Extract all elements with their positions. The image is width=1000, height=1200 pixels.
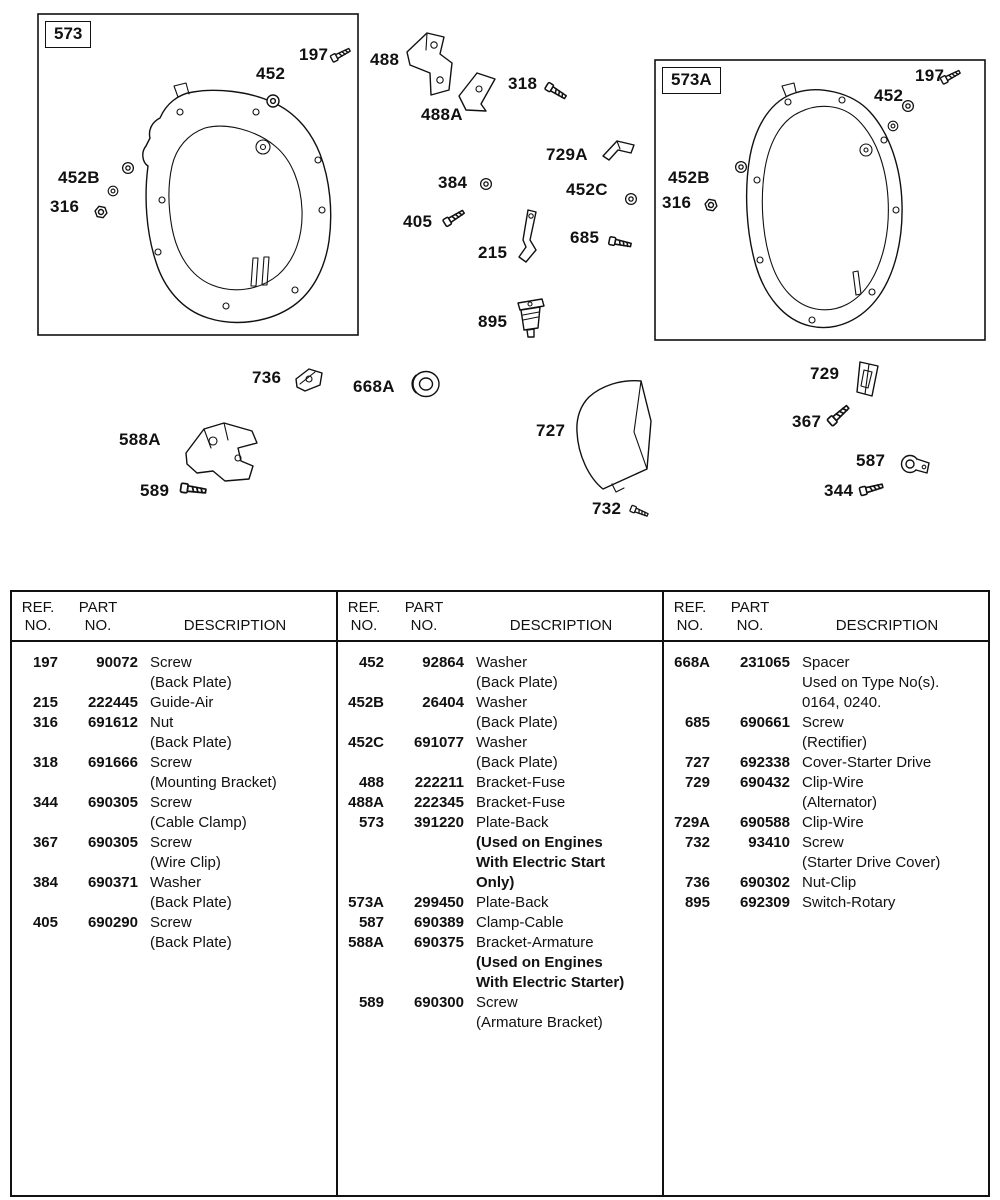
ref-no: 316	[32, 714, 58, 731]
table-body-2	[338, 642, 662, 1033]
table-row	[18, 693, 332, 713]
description-line: Screw	[150, 794, 192, 811]
washer-icon	[903, 101, 914, 112]
description	[464, 693, 658, 733]
ref-no: 729	[684, 774, 710, 791]
description	[790, 713, 984, 753]
description-line: Clip-Wire	[802, 814, 864, 831]
table-row	[344, 913, 658, 933]
callout-316: 316	[50, 197, 80, 216]
table-row	[18, 913, 332, 953]
ref-no-header: REF. NO.	[347, 599, 381, 634]
screw-icon	[630, 505, 649, 518]
table-row	[344, 993, 658, 1033]
description-line: Washer	[476, 734, 528, 751]
fuse-bracket-488-drawing	[407, 33, 452, 95]
screw-icon	[827, 404, 851, 426]
callout-668A: 668A	[353, 377, 395, 396]
description-header: DESCRIPTION	[509, 617, 613, 634]
description-line: (Back Plate)	[150, 934, 232, 951]
callout-344: 344	[824, 481, 854, 500]
table-row	[344, 793, 658, 813]
part-no: 93410	[748, 834, 790, 851]
callout-215: 215	[478, 243, 508, 262]
table-header	[338, 592, 662, 642]
table-body-1	[12, 642, 336, 953]
table-row	[670, 753, 984, 773]
description-line: Nut-Clip	[802, 874, 857, 891]
description-line: (Armature Bracket)	[476, 1014, 603, 1031]
description	[464, 773, 658, 793]
description	[464, 913, 658, 933]
callout-405: 405	[403, 212, 433, 231]
wire-clip-729A-drawing	[603, 141, 634, 160]
description-line: Only)	[476, 874, 515, 891]
table-row	[670, 893, 984, 913]
description-line: Screw	[476, 994, 518, 1011]
description-line: (Used on Engines	[476, 834, 603, 851]
description	[138, 833, 332, 873]
description	[138, 793, 332, 833]
part-no-header: PART NO.	[404, 599, 444, 634]
cable-clamp-587-drawing	[902, 456, 930, 474]
ref-no: 685	[684, 714, 710, 731]
ref-no: 344	[32, 794, 58, 811]
callout-895: 895	[478, 312, 508, 331]
description-line: (Alternator)	[802, 794, 878, 811]
description-line: Used on Type No(s).	[802, 674, 940, 691]
callout-589: 589	[140, 481, 170, 500]
part-no: 690305	[87, 834, 138, 851]
screw-icon	[180, 483, 206, 495]
part-no: 691666	[87, 754, 138, 771]
table-body-3	[664, 642, 988, 913]
part-no: 391220	[413, 814, 464, 831]
description	[138, 913, 332, 953]
table-row	[670, 813, 984, 833]
description	[138, 653, 332, 693]
callout-732: 732	[592, 499, 622, 518]
ref-no: 587	[358, 914, 384, 931]
part-no: 690661	[739, 714, 790, 731]
description-line: Screw	[150, 654, 192, 671]
starter-drive-cover-727-drawing	[577, 381, 651, 492]
part-no-header: PART NO.	[730, 599, 770, 634]
screw-icon	[545, 82, 568, 100]
table-row	[18, 653, 332, 693]
description-line: Switch-Rotary	[802, 894, 896, 911]
table-row	[670, 653, 984, 713]
description-line: Bracket-Fuse	[476, 774, 566, 791]
description-header: DESCRIPTION	[183, 617, 287, 634]
description-line: Screw	[150, 914, 192, 931]
description	[138, 753, 332, 793]
table-row	[344, 933, 658, 993]
description-line: Clamp-Cable	[476, 914, 564, 931]
description-line: (Used on Engines	[476, 954, 603, 971]
callout-729A: 729A	[546, 145, 588, 164]
armature-bracket-588A-drawing	[186, 423, 257, 481]
callout-197: 197	[299, 45, 329, 64]
description-line: With Electric Start	[476, 854, 606, 871]
description-line: (Mounting Bracket)	[150, 774, 277, 791]
ref-no: 736	[684, 874, 710, 891]
screw-icon	[859, 482, 883, 496]
description-line: (Starter Drive Cover)	[802, 854, 941, 871]
ref-no: 215	[32, 694, 58, 711]
ref-no: 727	[684, 754, 710, 771]
description	[790, 893, 984, 913]
description	[138, 713, 332, 753]
description-line: Nut	[150, 714, 174, 731]
ref-no-header: REF. NO.	[673, 599, 707, 634]
screw-icon	[443, 208, 466, 226]
part-no: 690375	[413, 934, 464, 951]
table-row	[18, 793, 332, 833]
exploded-parts-diagram	[0, 0, 1000, 565]
description	[790, 873, 984, 893]
table-column-2	[338, 592, 664, 1195]
callout-452B: 452B	[668, 168, 710, 187]
ref-no: 405	[32, 914, 58, 931]
part-no: 222445	[87, 694, 138, 711]
description-line: (Back Plate)	[150, 674, 232, 691]
callout-685: 685	[570, 228, 600, 247]
washer-icon	[481, 179, 492, 190]
wire-clip-729-drawing	[857, 362, 878, 396]
callout-318: 318	[508, 74, 538, 93]
description-line: Bracket-Fuse	[476, 794, 566, 811]
part-no: 92864	[422, 654, 464, 671]
table-row	[670, 873, 984, 893]
callout-367: 367	[792, 412, 822, 431]
description	[790, 653, 984, 713]
inset-label-573A: 573A	[662, 67, 721, 94]
back-plate-573A-drawing	[747, 83, 902, 328]
part-no: 299450	[413, 894, 464, 911]
description-line: Screw	[802, 834, 844, 851]
description-line: (Back Plate)	[150, 734, 232, 751]
description-line: 0164, 0240.	[802, 694, 882, 711]
part-no: 222211	[414, 774, 464, 791]
description-line: Plate-Back	[476, 894, 549, 911]
table-header	[664, 592, 988, 642]
part-no: 691077	[413, 734, 464, 751]
callout-452: 452	[874, 86, 904, 105]
table-row	[18, 753, 332, 793]
ref-no: 367	[32, 834, 58, 851]
description-line: (Wire Clip)	[150, 854, 221, 871]
description	[464, 733, 658, 773]
description-line: Screw	[802, 714, 844, 731]
description	[790, 773, 984, 813]
description-line: (Back Plate)	[476, 754, 558, 771]
part-no: 692338	[739, 754, 790, 771]
part-no: 690588	[739, 814, 790, 831]
ref-no: 729A	[674, 814, 710, 831]
part-no: 691612	[87, 714, 138, 731]
part-no: 690305	[87, 794, 138, 811]
description-line: Spacer	[802, 654, 850, 671]
description-line: Screw	[150, 754, 192, 771]
ref-no: 488A	[348, 794, 384, 811]
callout-488A: 488A	[421, 105, 463, 124]
description-line: (Cable Clamp)	[150, 814, 247, 831]
ref-no: 452C	[348, 734, 384, 751]
parts-table	[10, 590, 990, 1197]
description-line: Guide-Air	[150, 694, 214, 711]
callout-197: 197	[915, 66, 945, 85]
inset-label-573: 573	[45, 21, 91, 48]
table-row	[18, 713, 332, 753]
description	[464, 813, 658, 893]
description	[464, 653, 658, 693]
table-row	[670, 713, 984, 753]
description	[138, 693, 332, 713]
description-header: DESCRIPTION	[835, 617, 939, 634]
description-line: (Back Plate)	[476, 674, 558, 691]
description	[790, 753, 984, 773]
description-line: Cover-Starter Drive	[802, 754, 932, 771]
description-line: Bracket-Armature	[476, 934, 594, 951]
callout-736: 736	[252, 368, 282, 387]
screw-icon	[330, 47, 351, 63]
callout-452: 452	[256, 64, 286, 83]
table-column-3	[664, 592, 988, 1195]
ref-no: 452	[358, 654, 384, 671]
screw-icon	[608, 237, 631, 249]
description-line: Clip-Wire	[802, 774, 864, 791]
table-column-1	[12, 592, 338, 1195]
part-no: 690371	[87, 874, 138, 891]
description	[464, 893, 658, 913]
description	[790, 833, 984, 873]
description	[464, 993, 658, 1033]
description-line: Plate-Back	[476, 814, 549, 831]
washer-icon	[888, 121, 898, 131]
nut-icon	[94, 206, 108, 218]
ref-no: 488	[358, 774, 384, 791]
ref-no: 588A	[348, 934, 384, 951]
ref-no: 895	[684, 894, 710, 911]
table-row	[344, 773, 658, 793]
washer-icon	[108, 186, 118, 196]
description	[464, 933, 658, 993]
table-row	[670, 833, 984, 873]
ref-no: 668A	[674, 654, 710, 671]
description-line: Washer	[476, 694, 528, 711]
description	[464, 793, 658, 813]
ref-no: 384	[32, 874, 58, 891]
description-line: Washer	[476, 654, 528, 671]
callout-588A: 588A	[119, 430, 161, 449]
part-no: 690389	[413, 914, 464, 931]
rotary-switch-895-drawing	[518, 299, 544, 337]
ref-no-header: REF. NO.	[21, 599, 55, 634]
ref-no: 589	[358, 994, 384, 1011]
part-no: 690300	[413, 994, 464, 1011]
fuse-bracket-488A-drawing	[459, 73, 495, 111]
description	[138, 873, 332, 913]
table-row	[18, 873, 332, 913]
part-no: 690432	[739, 774, 790, 791]
guide-air-215-drawing	[519, 210, 536, 262]
nut-clip-736-drawing	[296, 369, 322, 391]
ref-no: 318	[32, 754, 58, 771]
callout-316: 316	[662, 193, 692, 212]
ref-no: 732	[684, 834, 710, 851]
ref-no: 197	[32, 654, 58, 671]
washer-icon	[123, 163, 134, 174]
table-row	[344, 653, 658, 693]
washer-icon	[626, 194, 637, 205]
callout-587: 587	[856, 451, 886, 470]
back-plate-573-drawing	[143, 83, 331, 322]
table-row	[344, 813, 658, 893]
description-line: Screw	[150, 834, 192, 851]
callout-452C: 452C	[566, 180, 608, 199]
callout-384: 384	[438, 173, 468, 192]
table-row	[344, 893, 658, 913]
part-no: 690302	[739, 874, 790, 891]
part-no: 690290	[87, 914, 138, 931]
washer-icon	[267, 95, 279, 107]
part-no: 692309	[739, 894, 790, 911]
table-row	[344, 693, 658, 733]
washer-icon	[736, 162, 747, 173]
part-no-header: PART NO.	[78, 599, 118, 634]
description-line: (Back Plate)	[150, 894, 232, 911]
table-row	[18, 833, 332, 873]
description-line: With Electric Starter)	[476, 974, 625, 991]
description-line: (Back Plate)	[476, 714, 558, 731]
ref-no: 452B	[348, 694, 384, 711]
description-line: (Rectifier)	[802, 734, 868, 751]
description-line: Washer	[150, 874, 202, 891]
callout-729: 729	[810, 364, 840, 383]
part-no: 222345	[413, 794, 464, 811]
ref-no: 573A	[348, 894, 384, 911]
part-no: 26404	[422, 694, 464, 711]
nut-icon	[704, 199, 718, 211]
table-row	[344, 733, 658, 773]
part-no: 90072	[96, 654, 138, 671]
spacer-668A-drawing	[412, 372, 439, 397]
callout-727: 727	[536, 421, 566, 440]
description	[790, 813, 984, 833]
table-row	[670, 773, 984, 813]
part-no: 231065	[739, 654, 790, 671]
callout-452B: 452B	[58, 168, 100, 187]
ref-no: 573	[358, 814, 384, 831]
callout-488: 488	[370, 50, 400, 69]
table-header	[12, 592, 336, 642]
